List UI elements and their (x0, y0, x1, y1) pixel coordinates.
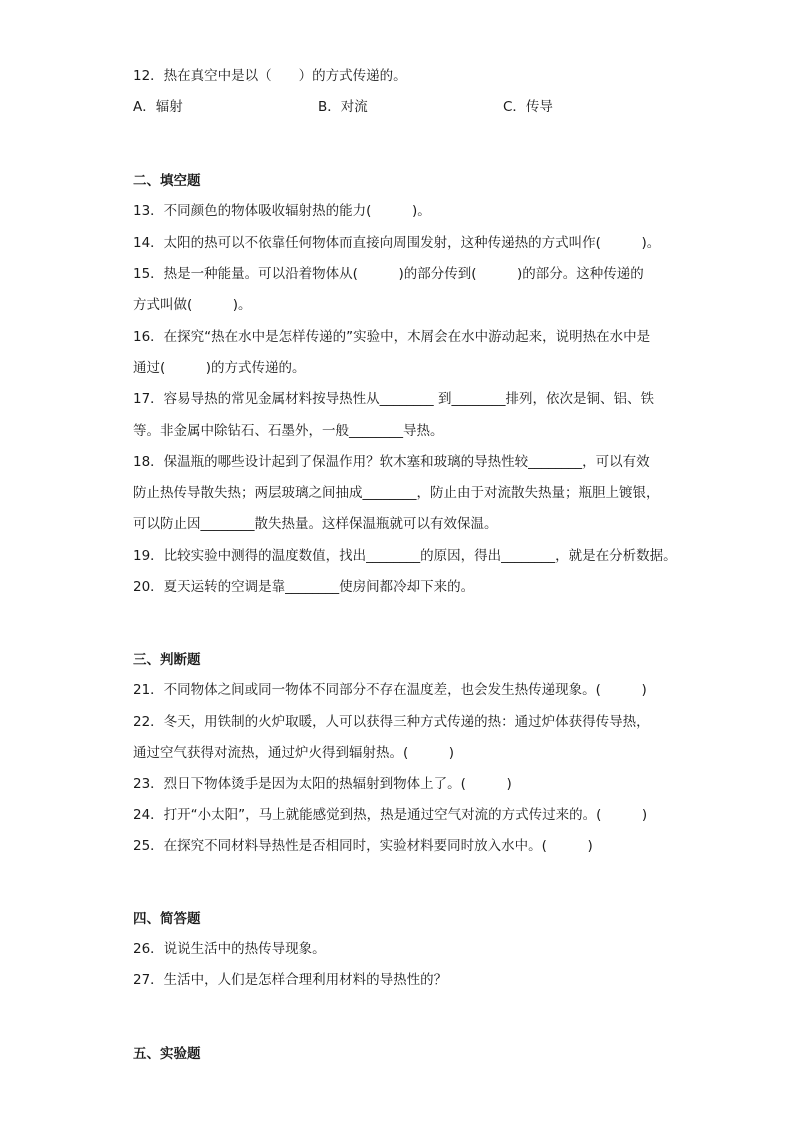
fill-line: 18．保温瓶的哪些设计起到了保温作用？软木塞和玻璃的导热性较________，可以有效 (133, 454, 650, 470)
q12-option-a: A．辐射 (133, 99, 183, 115)
section-experiment-title: 五、实验题 (133, 1046, 201, 1062)
judge-line: 22．冬天，用铁制的火炉取暖，人可以获得三种方式传递的热：通过炉体获得传导热， (133, 714, 650, 730)
fill-line: 17．容易导热的常见金属材料按导热性从________ 到________排列，依次是铜、铝、铁 (133, 391, 654, 407)
fill-line: 16．在探究“热在水中是怎样传递的”实验中，木屑会在水中游动起来，说明热在水中是 (133, 329, 651, 345)
fill-line: 防止热传导散失热；两层玻璃之间抽成________，防止由于对流散失热量；瓶胆上镀银， (133, 485, 660, 501)
fill-line: 等。非金属中除钻石、石墨外，一般________导热。 (133, 423, 444, 439)
question-12: 12．热在真空中是以（ ）的方式传递的。 (133, 68, 407, 84)
fill-line: 20．夏天运转的空调是靠________使房间都冷却下来的。 (133, 579, 475, 595)
fill-line: 19．比较实验中测得的温度数值，找出________的原因，得出________，就是在分析数据。 (133, 548, 677, 564)
fill-line: 13．不同颜色的物体吸收辐射热的能力( )。 (133, 203, 431, 219)
judge-line: 21．不同物体之间或同一物体不同部分不存在温度差，也会发生热传递现象。( ) (133, 682, 647, 698)
q12-option-c: C．传导 (503, 99, 553, 115)
fill-line: 15．热是一种能量。可以沿着物体从( )的部分传到( )的部分。这种传递的 (133, 266, 644, 282)
short-line: 26．说说生活中的热传导现象。 (133, 941, 326, 957)
section-short-title: 四、简答题 (133, 911, 201, 927)
section-fill-title: 二、填空题 (133, 173, 201, 189)
section-judge-title: 三、判断题 (133, 652, 201, 668)
fill-line: 方式叫做( )。 (133, 297, 252, 313)
fill-line: 通过( )的方式传递的。 (133, 360, 306, 376)
short-line: 27．生活中，人们是怎样合理利用材料的导热性的？ (133, 972, 448, 988)
judge-line: 23．烈日下物体烫手是因为太阳的热辐射到物体上了。( ) (133, 776, 512, 792)
judge-line: 通过空气获得对流热，通过炉火得到辐射热。( ) (133, 745, 455, 761)
judge-line: 24．打开“小太阳”，马上就能感觉到热，热是通过空气对流的方式传过来的。( ) (133, 807, 648, 823)
q12-option-b: B．对流 (318, 99, 368, 115)
judge-line: 25．在探究不同材料导热性是否相同时，实验材料要同时放入水中。( ) (133, 838, 593, 854)
fill-line: 可以防止因________散失热量。这样保温瓶就可以有效保温。 (133, 516, 498, 532)
fill-line: 14．太阳的热可以不依靠任何物体而直接向周围发射，这种传递热的方式叫作( )。 (133, 235, 661, 251)
